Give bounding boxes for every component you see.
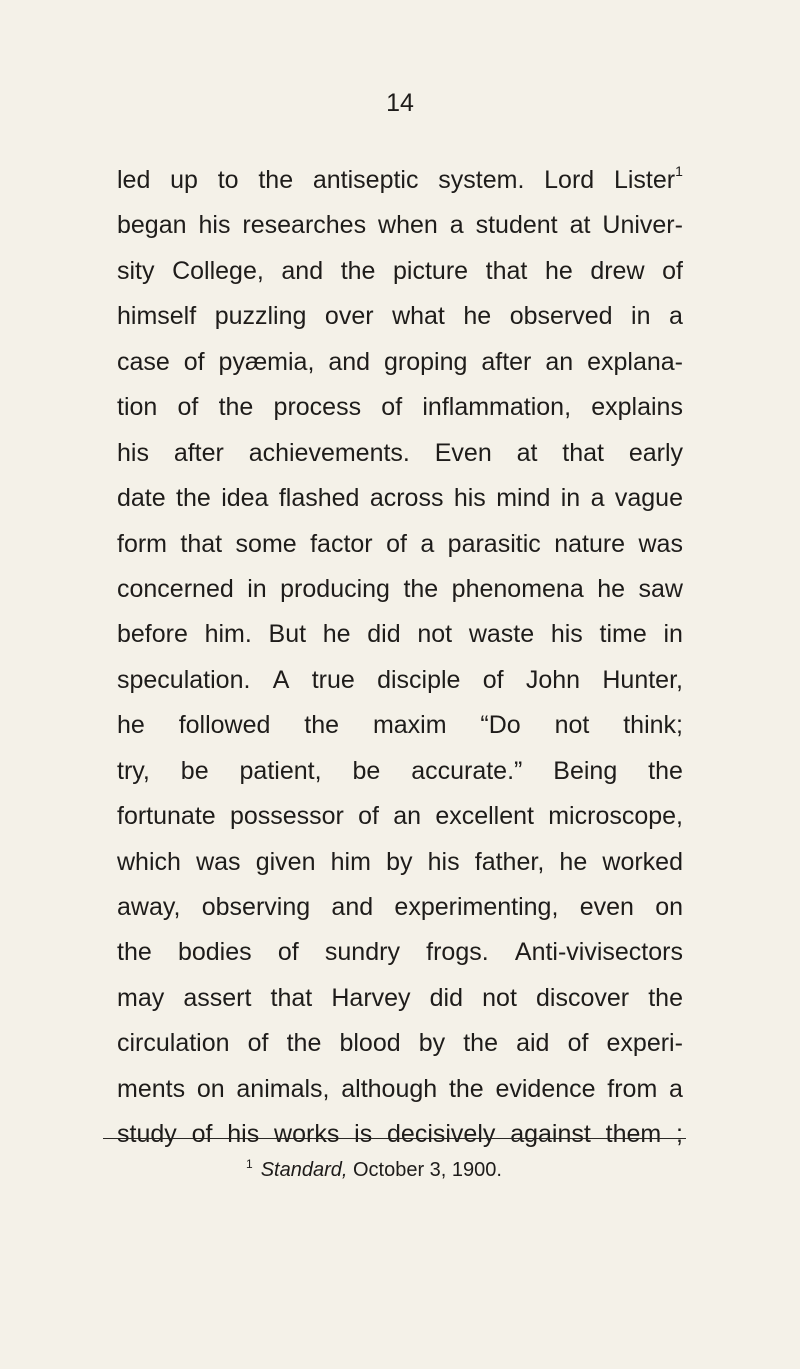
word: puzzling xyxy=(214,302,307,331)
footnote-marker: 1 xyxy=(246,1157,253,1171)
word: works xyxy=(274,1120,340,1149)
word: the xyxy=(304,711,340,740)
word: system. xyxy=(438,166,525,194)
word: his xyxy=(227,1120,260,1149)
word: But xyxy=(268,620,307,649)
word: explana- xyxy=(587,347,683,376)
word: away, xyxy=(117,893,181,921)
word: in xyxy=(247,574,267,603)
word: possessor xyxy=(229,802,344,831)
word: study xyxy=(117,1120,177,1149)
word: “Do xyxy=(480,711,521,740)
word: and xyxy=(331,893,374,921)
text-line xyxy=(117,158,683,203)
text-line xyxy=(117,794,683,839)
text-line xyxy=(117,203,683,248)
word: the xyxy=(218,393,254,422)
word: antiseptic xyxy=(312,166,419,194)
text-line xyxy=(117,249,683,294)
word: nature xyxy=(554,529,626,558)
word: case xyxy=(117,347,170,376)
word: achievements. xyxy=(248,438,410,467)
word: decisively xyxy=(387,1120,496,1149)
word: ; xyxy=(676,1120,683,1149)
word: and xyxy=(281,256,324,285)
text-line xyxy=(117,1067,683,1112)
word: Hunter, xyxy=(602,665,683,694)
word: a xyxy=(669,302,683,331)
word: worked xyxy=(602,847,683,876)
word: did xyxy=(429,983,464,1012)
text-line xyxy=(117,431,683,476)
word: picture xyxy=(393,256,469,285)
word: even xyxy=(579,893,634,921)
word: sity xyxy=(117,256,155,285)
word: be xyxy=(180,756,209,785)
text-line xyxy=(117,567,683,612)
word: did xyxy=(367,620,401,649)
word: his xyxy=(198,211,231,240)
word: microscope, xyxy=(548,802,683,831)
word: and xyxy=(328,347,371,376)
word: aid xyxy=(516,1029,550,1058)
word: think; xyxy=(623,711,683,740)
word: sundry xyxy=(324,938,400,967)
word: the xyxy=(117,938,152,967)
word: of xyxy=(381,393,403,422)
text-line xyxy=(117,658,683,703)
word: inflammation, xyxy=(422,393,572,422)
word: experi- xyxy=(606,1029,683,1058)
word: that xyxy=(270,983,313,1012)
word: assert xyxy=(183,983,252,1012)
word: Anti-vivisectors xyxy=(514,938,683,967)
word: the xyxy=(258,166,294,194)
word: mind xyxy=(496,484,551,513)
word: not xyxy=(482,983,517,1012)
text-line xyxy=(117,612,683,657)
word: bodies xyxy=(177,938,252,967)
footnote-divider xyxy=(103,1138,686,1139)
word: of xyxy=(662,256,683,285)
word: maxim xyxy=(372,711,447,740)
word: is xyxy=(354,1120,373,1149)
word: the xyxy=(340,256,376,285)
word: frogs. xyxy=(426,938,489,967)
word: was xyxy=(638,529,683,558)
word: his xyxy=(550,620,583,649)
footnote xyxy=(246,1156,502,1184)
word: him. xyxy=(204,620,252,649)
word: discover xyxy=(536,983,630,1012)
word: that xyxy=(485,256,528,285)
word: of xyxy=(183,347,205,376)
text-line xyxy=(117,976,683,1021)
word: observing xyxy=(201,893,311,921)
word: him xyxy=(330,847,371,876)
word: pyæmia, xyxy=(218,347,315,376)
text-line xyxy=(117,385,683,430)
word: his xyxy=(453,484,486,513)
word-with-footnote xyxy=(614,158,683,203)
word: that xyxy=(562,438,604,467)
text-line xyxy=(117,885,683,930)
word: across xyxy=(369,484,444,513)
word: of xyxy=(177,393,199,422)
word: a xyxy=(590,484,605,513)
word: parasitic xyxy=(447,529,541,558)
text-line xyxy=(117,476,683,521)
word: Harvey xyxy=(331,983,411,1012)
word: up xyxy=(170,166,198,194)
word: when xyxy=(378,211,438,240)
word: the xyxy=(286,1029,322,1058)
word: producing xyxy=(280,574,390,603)
footnote-date: October 3, 1900. xyxy=(352,1159,502,1181)
word: himself xyxy=(117,302,197,331)
word: flashed xyxy=(278,484,360,513)
word: of xyxy=(277,938,299,967)
word: he xyxy=(463,302,492,331)
word: by xyxy=(386,847,413,876)
word: of xyxy=(358,802,379,831)
word: time xyxy=(599,620,647,649)
word: a xyxy=(420,529,435,558)
word: waste xyxy=(468,620,535,649)
word: the xyxy=(176,484,211,513)
word: observed xyxy=(509,302,613,331)
word: he xyxy=(117,711,145,740)
word: the xyxy=(403,574,439,603)
word: at xyxy=(516,438,538,467)
word: given xyxy=(255,847,316,876)
word: he xyxy=(559,847,588,876)
page-number: 14 xyxy=(386,89,414,117)
word: process xyxy=(273,393,362,422)
word: vague xyxy=(614,484,683,513)
word: was xyxy=(196,847,241,876)
word: an xyxy=(393,802,422,831)
word: Lord xyxy=(544,166,595,194)
text-line xyxy=(117,294,683,339)
word: A xyxy=(272,665,290,694)
word: in xyxy=(560,484,581,513)
word: what xyxy=(392,302,445,331)
text-line xyxy=(117,840,683,885)
word: father, xyxy=(474,847,545,876)
word: Even xyxy=(434,438,492,467)
word: after xyxy=(481,347,532,376)
word: his xyxy=(427,847,460,876)
word: date xyxy=(117,484,166,513)
word: that xyxy=(180,529,223,558)
word: he xyxy=(544,256,573,285)
word: Lister xyxy=(613,166,676,194)
word: not xyxy=(417,620,453,649)
word: evidence xyxy=(495,1074,596,1103)
word: accurate.” xyxy=(411,756,523,785)
word: blood xyxy=(339,1029,401,1058)
word: concerned xyxy=(117,574,234,603)
word: form xyxy=(117,529,167,558)
word: although xyxy=(341,1074,438,1103)
word: of xyxy=(247,1029,269,1058)
word: the xyxy=(463,1029,498,1058)
word: College, xyxy=(172,256,264,285)
word: against xyxy=(510,1120,591,1149)
word: of xyxy=(191,1120,213,1149)
body-text xyxy=(117,158,683,1158)
word: led xyxy=(117,166,151,194)
word: some xyxy=(235,529,297,558)
word: he xyxy=(597,574,626,603)
text-line xyxy=(117,749,683,794)
word: Univer- xyxy=(602,211,683,240)
word: on xyxy=(196,1074,225,1103)
word: a xyxy=(449,211,464,240)
word: an xyxy=(545,347,574,376)
word: student xyxy=(475,211,558,240)
word: phenomena xyxy=(451,574,584,603)
word: may xyxy=(117,983,165,1012)
word: tion xyxy=(117,393,158,422)
text-line xyxy=(117,1021,683,1066)
word: over xyxy=(324,302,374,331)
word: the xyxy=(448,1074,484,1103)
text-line xyxy=(117,1112,683,1157)
word: fortunate xyxy=(117,802,216,831)
word: true xyxy=(311,665,355,694)
word: began xyxy=(117,211,187,240)
word: factor xyxy=(310,529,373,558)
word: circulation xyxy=(117,1029,230,1058)
word: in xyxy=(631,302,651,331)
word: of xyxy=(386,529,407,558)
text-line xyxy=(117,340,683,385)
word: at xyxy=(569,211,591,240)
word: John xyxy=(525,665,581,694)
word: speculation. xyxy=(117,665,251,694)
word: patient, xyxy=(239,756,322,785)
word: groping xyxy=(384,347,468,376)
word: on xyxy=(655,893,683,921)
word: saw xyxy=(638,574,683,603)
word: ments xyxy=(117,1074,186,1103)
word: the xyxy=(648,983,683,1012)
word: he xyxy=(322,620,351,649)
word: experimenting, xyxy=(394,893,559,921)
word: Being xyxy=(553,756,618,785)
footnote-reference: 1 xyxy=(675,163,683,179)
word: of xyxy=(567,1029,589,1058)
word: try, xyxy=(117,756,150,785)
word: in xyxy=(663,620,683,649)
word: animals, xyxy=(236,1074,330,1103)
text-line xyxy=(117,703,683,748)
word: which xyxy=(117,847,181,876)
footnote-source: Standard, xyxy=(260,1159,348,1181)
word: followed xyxy=(178,711,271,740)
word: early xyxy=(628,438,683,467)
word: to xyxy=(217,166,239,194)
word: idea xyxy=(221,484,269,513)
word: by xyxy=(418,1029,446,1058)
word: drew xyxy=(590,256,645,285)
word: his xyxy=(117,438,149,467)
word: a xyxy=(669,1074,683,1103)
word: not xyxy=(554,711,590,740)
text-line xyxy=(117,930,683,975)
word: before xyxy=(117,620,188,649)
word: from xyxy=(607,1074,658,1103)
word: them xyxy=(605,1120,662,1149)
word: of xyxy=(482,665,504,694)
word: excellent xyxy=(435,802,534,831)
word: be xyxy=(352,756,381,785)
word: researches xyxy=(242,211,367,240)
word: the xyxy=(648,756,683,785)
word: disciple xyxy=(377,665,461,694)
word: after xyxy=(173,438,224,467)
word: explains xyxy=(591,393,683,422)
text-line xyxy=(117,522,683,567)
